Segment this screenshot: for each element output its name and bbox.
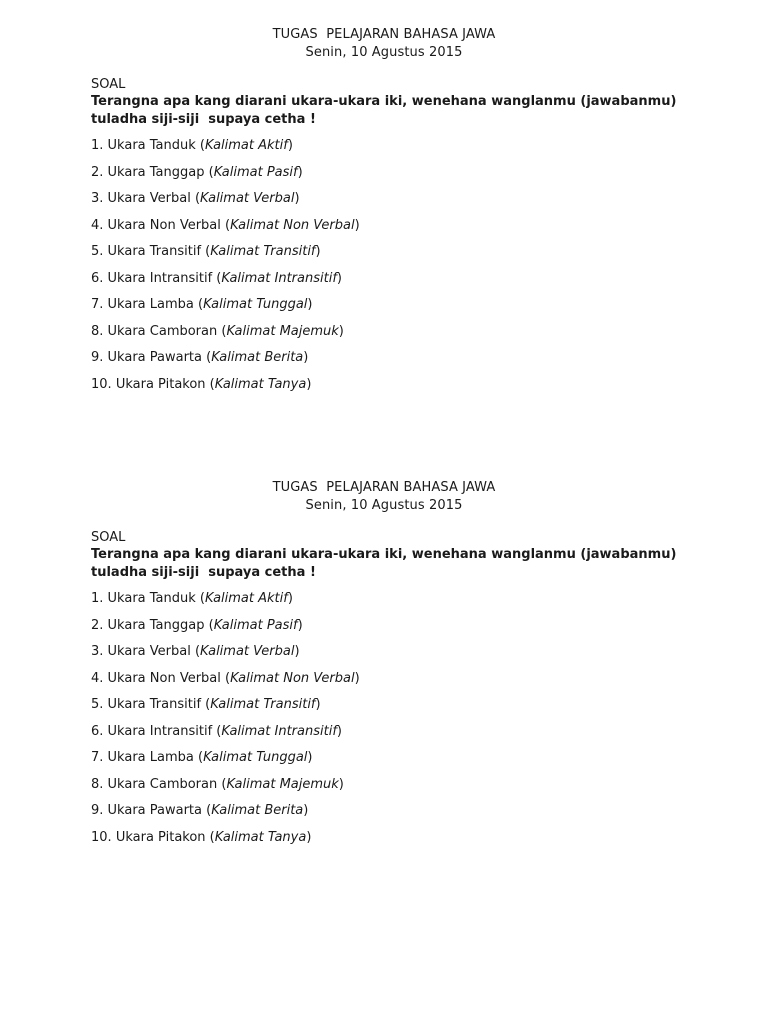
question-item: 5. Ukara Transitif (Kalimat Transitif) — [91, 244, 321, 259]
question-number: 9. — [91, 350, 104, 365]
question-number: 4. — [91, 670, 104, 686]
instruction-text: Terangna apa kang diarani ukara-ukara iki, wenehana wanglanmu (jawabanmu) tuladha siji-siji supaya cetha ! — [91, 94, 681, 127]
worksheet-title: TUGAS PELAJARAN BAHASA JAWA — [272, 27, 496, 42]
worksheet-title: TUGAS PELAJARAN BAHASA JAWA — [272, 480, 496, 495]
question-meaning: Kalimat Non Verbal — [230, 670, 355, 686]
question-item: 2. Ukara Tanggap (Kalimat Pasif) — [91, 164, 303, 180]
question-number: 2. — [91, 164, 104, 180]
question-item: 10. Ukara Pitakon (Kalimat Tanya) — [91, 376, 312, 392]
question-number: 2. — [91, 617, 104, 633]
question-item: 10. Ukara Pitakon (Kalimat Tanya) — [91, 829, 312, 845]
question-meaning: Kalimat Tunggal — [203, 750, 308, 765]
question-number: 1. — [91, 591, 104, 606]
question-item: 4. Ukara Non Verbal (Kalimat Non Verbal) — [91, 670, 360, 686]
question-term: Ukara Non Verbal — [107, 670, 221, 686]
worksheet — [0, 26, 768, 398]
question-item: 9. Ukara Pawarta (Kalimat Berita) — [91, 803, 309, 818]
question-item: 1. Ukara Tanduk (Kalimat Aktif) — [91, 138, 293, 153]
section-label: SOAL — [91, 77, 126, 92]
question-term: Ukara Camboran — [107, 776, 218, 792]
question-meaning: Kalimat Tanya — [214, 376, 307, 392]
question-item: 3. Ukara Verbal (Kalimat Verbal) — [91, 644, 300, 659]
question-meaning: Kalimat Transitif — [210, 697, 316, 712]
question-term: Ukara Intransitif — [107, 723, 213, 739]
question-term: Ukara Non Verbal — [107, 217, 221, 233]
question-term: Ukara Tanggap — [107, 617, 205, 633]
worksheet-date: Senin, 10 Agustus 2015 — [305, 498, 463, 513]
question-item: 7. Ukara Lamba (Kalimat Tunggal) — [91, 750, 313, 765]
question-meaning: Kalimat Berita — [211, 803, 304, 818]
question-item: 7. Ukara Lamba (Kalimat Tunggal) — [91, 297, 313, 312]
question-list — [91, 133, 688, 398]
question-number: 6. — [91, 270, 104, 286]
question-number: 6. — [91, 723, 104, 739]
question-number: 10. — [91, 376, 112, 392]
question-meaning: Kalimat Majemuk — [226, 323, 339, 339]
worksheet-body — [91, 529, 688, 851]
question-item: 8. Ukara Camboran (Kalimat Majemuk) — [91, 323, 344, 339]
question-number: 3. — [91, 191, 104, 206]
question-meaning: Kalimat Non Verbal — [230, 217, 355, 233]
question-item: 3. Ukara Verbal (Kalimat Verbal) — [91, 191, 300, 206]
question-list — [91, 586, 688, 851]
question-item: 6. Ukara Intransitif (Kalimat Intransitif) — [91, 270, 342, 286]
question-meaning: Kalimat Berita — [211, 350, 304, 365]
worksheet — [0, 479, 768, 851]
question-number: 7. — [91, 297, 104, 312]
question-term: Ukara Intransitif — [107, 270, 213, 286]
question-term: Ukara Verbal — [107, 191, 191, 206]
question-meaning: Kalimat Pasif — [213, 617, 298, 633]
question-number: 1. — [91, 138, 104, 153]
worksheet-date: Senin, 10 Agustus 2015 — [305, 45, 463, 60]
question-number: 3. — [91, 644, 104, 659]
question-term: Ukara Transitif — [107, 697, 202, 712]
question-number: 5. — [91, 697, 104, 712]
worksheet-header — [0, 479, 768, 515]
question-number: 8. — [91, 776, 104, 792]
question-item: 5. Ukara Transitif (Kalimat Transitif) — [91, 697, 321, 712]
question-term: Ukara Tanduk — [107, 138, 196, 153]
question-number: 5. — [91, 244, 104, 259]
question-term: Ukara Verbal — [107, 644, 191, 659]
question-meaning: Kalimat Pasif — [213, 164, 298, 180]
question-item: 4. Ukara Non Verbal (Kalimat Non Verbal) — [91, 217, 360, 233]
question-meaning: Kalimat Verbal — [200, 191, 295, 206]
section-label: SOAL — [91, 530, 126, 545]
question-term: Ukara Lamba — [107, 750, 194, 765]
question-meaning: Kalimat Tanya — [214, 829, 307, 845]
question-number: 8. — [91, 323, 104, 339]
question-term: Ukara Pitakon — [115, 829, 206, 845]
question-term: Ukara Pitakon — [115, 376, 206, 392]
question-meaning: Kalimat Intransitif — [221, 270, 337, 286]
question-term: Ukara Tanggap — [107, 164, 205, 180]
question-number: 4. — [91, 217, 104, 233]
worksheet-header — [0, 26, 768, 62]
question-term: Ukara Tanduk — [107, 591, 196, 606]
question-item: 8. Ukara Camboran (Kalimat Majemuk) — [91, 776, 344, 792]
question-meaning: Kalimat Majemuk — [226, 776, 339, 792]
question-meaning: Kalimat Intransitif — [221, 723, 337, 739]
question-meaning: Kalimat Transitif — [210, 244, 316, 259]
question-item: 9. Ukara Pawarta (Kalimat Berita) — [91, 350, 309, 365]
question-number: 10. — [91, 829, 112, 845]
question-meaning: Kalimat Tunggal — [203, 297, 308, 312]
question-term: Ukara Transitif — [107, 244, 202, 259]
question-item: 2. Ukara Tanggap (Kalimat Pasif) — [91, 617, 303, 633]
question-meaning: Kalimat Aktif — [205, 591, 288, 606]
question-meaning: Kalimat Verbal — [200, 644, 295, 659]
question-term: Ukara Pawarta — [107, 803, 202, 818]
question-number: 7. — [91, 750, 104, 765]
question-item: 1. Ukara Tanduk (Kalimat Aktif) — [91, 591, 293, 606]
question-meaning: Kalimat Aktif — [205, 138, 288, 153]
question-term: Ukara Pawarta — [107, 350, 202, 365]
question-term: Ukara Camboran — [107, 323, 218, 339]
question-number: 9. — [91, 803, 104, 818]
question-item: 6. Ukara Intransitif (Kalimat Intransitif) — [91, 723, 342, 739]
question-term: Ukara Lamba — [107, 297, 194, 312]
instruction-text: Terangna apa kang diarani ukara-ukara iki, wenehana wanglanmu (jawabanmu) tuladha siji-siji supaya cetha ! — [91, 547, 681, 580]
worksheet-body — [91, 76, 688, 398]
